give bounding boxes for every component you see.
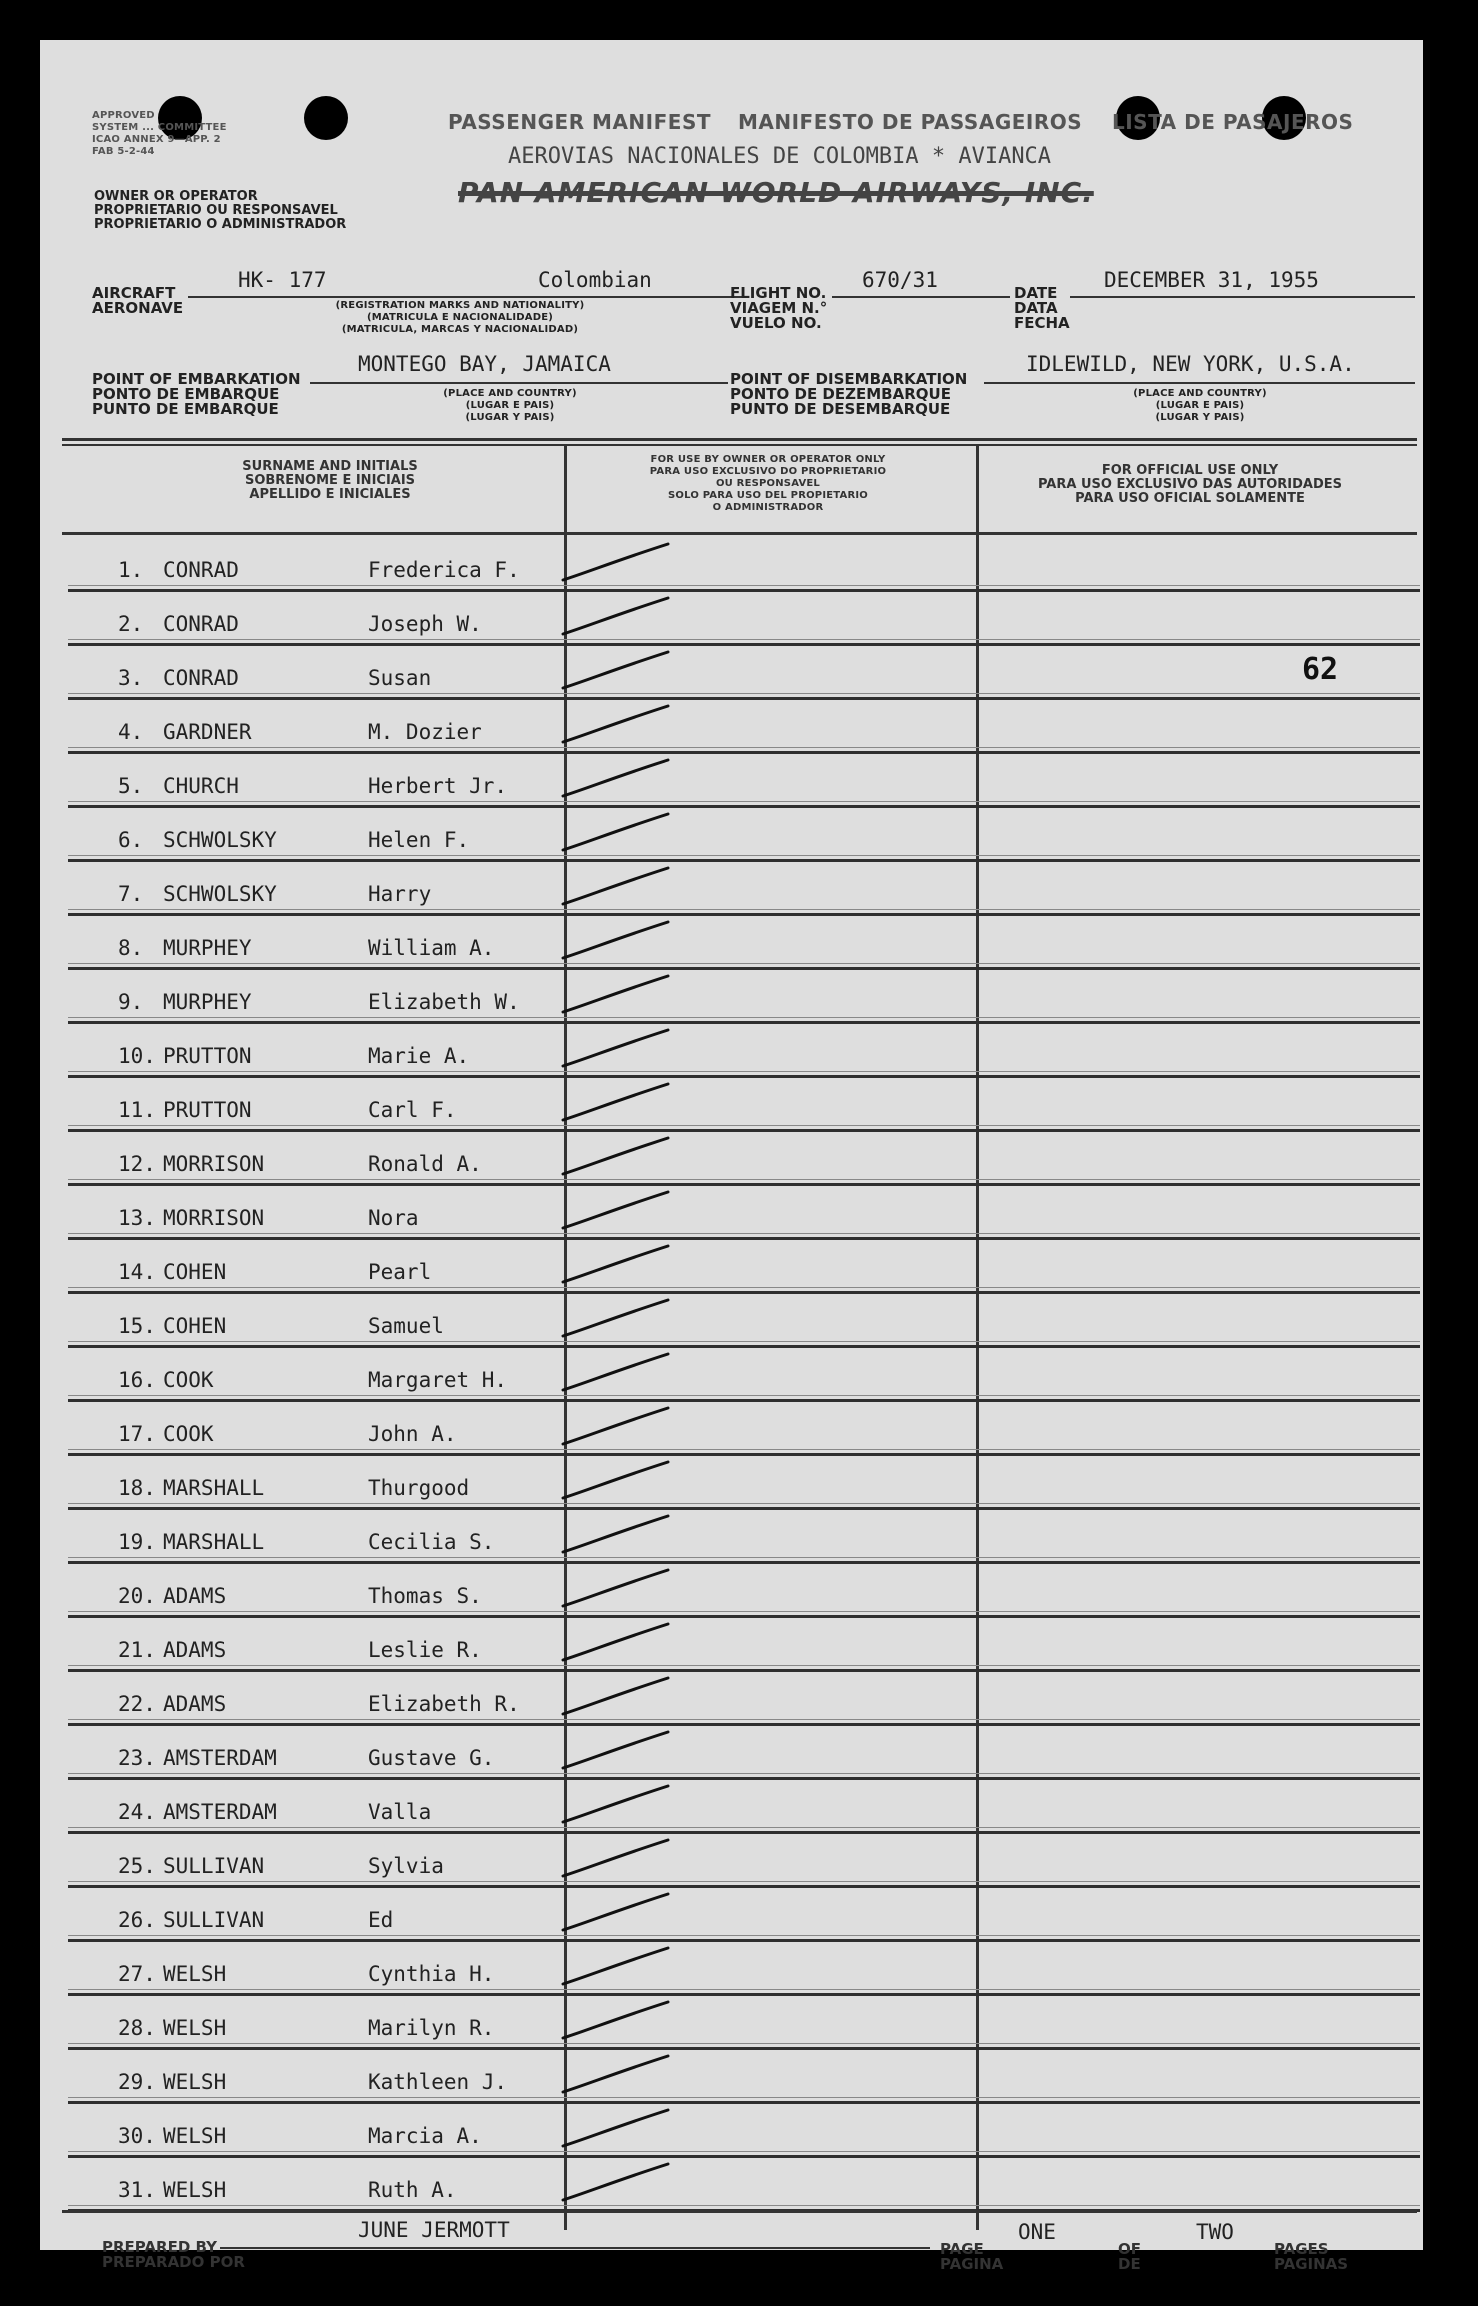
embark-underline	[310, 382, 728, 384]
pages-total: TWO	[1196, 2220, 1234, 2244]
check-mark-icon	[558, 1186, 678, 1236]
passenger-number: 8.	[118, 936, 144, 960]
disembark-caption	[1100, 388, 1300, 424]
disembark-label-en: POINT OF DISEMBARKATION	[730, 370, 968, 388]
col-header-line: SOBRENOME E INICIAIS	[244, 473, 416, 488]
check-mark-icon	[558, 1834, 678, 1884]
passenger-number: 27.	[118, 1962, 156, 1986]
row-hairline	[68, 1989, 1420, 1990]
passenger-surname: SCHWOLSKY	[163, 828, 277, 852]
passenger-number: 9.	[118, 990, 144, 1014]
pages-label	[1274, 2242, 1348, 2272]
disembark-underline	[984, 382, 1415, 384]
row-hairline	[68, 1071, 1420, 1072]
row-hairline	[68, 1017, 1420, 1018]
table-row	[68, 2050, 1420, 2104]
check-mark-icon	[558, 1348, 678, 1398]
approval-line: APPROVED	[92, 110, 155, 121]
passenger-surname: COOK	[163, 1368, 214, 1392]
passenger-given-name: Herbert Jr.	[368, 774, 508, 798]
title-es: LISTA DE PASAJEROS	[1112, 110, 1354, 134]
passenger-given-name: Ruth A.	[368, 2178, 457, 2202]
passenger-surname: WELSH	[163, 2016, 227, 2040]
passenger-surname: WELSH	[163, 2070, 227, 2094]
passenger-number: 13.	[118, 1206, 156, 1230]
check-mark-icon	[558, 646, 678, 696]
table-row	[68, 1186, 1420, 1240]
passenger-number: 7.	[118, 882, 144, 906]
passenger-surname: MORRISON	[163, 1206, 265, 1230]
check-mark-icon	[558, 808, 678, 858]
passenger-number: 12.	[118, 1152, 156, 1176]
passenger-number: 11.	[118, 1098, 156, 1122]
title-en: PASSENGER MANIFEST	[448, 110, 711, 134]
operator-typed: AEROVIAS NACIONALES DE COLOMBIA * AVIANCA	[508, 144, 1052, 169]
owner-label-en: OWNER OR OPERATOR	[94, 189, 258, 204]
passenger-number: 19.	[118, 1530, 156, 1554]
passenger-given-name: Nora	[368, 1206, 419, 1230]
passenger-surname: SULLIVAN	[163, 1908, 265, 1932]
caption-line: (PLACE AND COUNTRY)	[1133, 388, 1267, 399]
check-mark-icon	[558, 1618, 678, 1668]
passenger-given-name: Frederica F.	[368, 558, 520, 582]
aircraft-registration: HK- 177	[238, 268, 327, 292]
table-row	[68, 1618, 1420, 1672]
passenger-surname: ADAMS	[163, 1584, 227, 1608]
passenger-surname: COHEN	[163, 1260, 227, 1284]
row-hairline	[68, 639, 1420, 640]
flight-number: 670/31	[862, 268, 938, 292]
table-row	[68, 538, 1420, 592]
row-hairline	[68, 1395, 1420, 1396]
owner-label-pt: PROPRIETARIO OU RESPONSAVEL	[94, 203, 338, 218]
page-number: ONE	[1018, 2220, 1056, 2244]
owner-label-es: PROPRIETARIO O ADMINISTRADOR	[94, 217, 347, 232]
check-mark-icon	[558, 1564, 678, 1614]
passenger-surname: AMSTERDAM	[163, 1746, 277, 1770]
passenger-number: 20.	[118, 1584, 156, 1608]
caption-line: (MATRICULA E NACIONALIDADE)	[366, 312, 554, 323]
row-hairline	[68, 693, 1420, 694]
row-hairline	[68, 1881, 1420, 1882]
check-mark-icon	[558, 1888, 678, 1938]
table-row	[68, 1780, 1420, 1834]
passenger-given-name: Marilyn R.	[368, 2016, 495, 2040]
check-mark-icon	[558, 2158, 678, 2208]
row-hairline	[68, 1233, 1420, 1234]
passenger-number: 21.	[118, 1638, 156, 1662]
row-hairline	[68, 1449, 1420, 1450]
table-row	[68, 754, 1420, 808]
passenger-surname: PRUTTON	[163, 1044, 252, 1068]
passenger-surname: WELSH	[163, 2124, 227, 2148]
passenger-number: 3.	[118, 666, 144, 690]
approval-block	[92, 110, 227, 158]
check-mark-icon	[558, 2104, 678, 2154]
passenger-number: 22.	[118, 1692, 156, 1716]
date-underline	[1070, 296, 1415, 298]
check-mark-icon	[558, 1510, 678, 1560]
flight-label-pt: VIAGEM N.°	[730, 299, 828, 317]
table-row	[68, 1888, 1420, 1942]
row-hairline	[68, 801, 1420, 802]
row-hairline	[68, 1773, 1420, 1774]
check-mark-icon	[558, 1456, 678, 1506]
passenger-number: 14.	[118, 1260, 156, 1284]
passenger-given-name: William A.	[368, 936, 495, 960]
table-row	[68, 1672, 1420, 1726]
passenger-surname: CHURCH	[163, 774, 239, 798]
col-header-official	[980, 464, 1400, 506]
passenger-surname: MURPHEY	[163, 990, 252, 1014]
row-hairline	[68, 1557, 1420, 1558]
table-row	[68, 2104, 1420, 2158]
check-mark-icon	[558, 538, 678, 588]
embark-place: MONTEGO BAY, JAMAICA	[358, 352, 611, 376]
flight-label	[730, 286, 827, 331]
passenger-given-name: Ed	[368, 1908, 394, 1932]
prepared-label-en: PREPARED BY	[102, 2238, 217, 2256]
row-hairline	[68, 585, 1420, 586]
disembark-place: IDLEWILD, NEW YORK, U.S.A.	[1026, 352, 1355, 376]
table-row	[68, 1402, 1420, 1456]
passenger-given-name: Harry	[368, 882, 432, 906]
date-label-en: DATE	[1014, 284, 1058, 302]
passenger-surname: ADAMS	[163, 1692, 227, 1716]
table-row	[68, 1726, 1420, 1780]
prepared-underline	[220, 2247, 930, 2249]
flight-label-es: VUELO NO.	[730, 314, 822, 332]
passenger-number: 18.	[118, 1476, 156, 1500]
passenger-given-name: Samuel	[368, 1314, 444, 1338]
col-header-line: PARA USO EXCLUSIVO DAS AUTORIDADES	[1037, 477, 1343, 492]
passenger-surname: PRUTTON	[163, 1098, 252, 1122]
row-hairline	[68, 2097, 1420, 2098]
passenger-surname: CONRAD	[163, 666, 239, 690]
row-hairline	[68, 1125, 1420, 1126]
manifest-sheet	[40, 40, 1423, 2273]
passenger-surname: SULLIVAN	[163, 1854, 265, 1878]
passenger-given-name: Ronald A.	[368, 1152, 482, 1176]
check-mark-icon	[558, 1780, 678, 1830]
footer-rule	[62, 2210, 1417, 2213]
of-label	[1118, 2242, 1141, 2272]
passenger-number: 31.	[118, 2178, 156, 2202]
page-label-en: PAGE	[940, 2240, 984, 2258]
table-row	[68, 1132, 1420, 1186]
passenger-number: 15.	[118, 1314, 156, 1338]
header-bottom-rule	[62, 532, 1417, 535]
embark-label	[92, 372, 301, 417]
passenger-number: 6.	[118, 828, 144, 852]
passenger-given-name: Margaret H.	[368, 1368, 508, 1392]
check-mark-icon	[558, 592, 678, 642]
caption-line: (LUGAR E PAIS)	[465, 400, 555, 411]
prepared-by: JUNE JERMOTT	[358, 2218, 510, 2242]
official-note: 62	[1302, 652, 1339, 687]
passenger-number: 1.	[118, 558, 144, 582]
caption-line: (LUGAR Y PAIS)	[1155, 412, 1245, 423]
approval-line: SYSTEM ... COMMITTEE	[92, 122, 227, 133]
row-hairline	[68, 909, 1420, 910]
check-mark-icon	[558, 1240, 678, 1290]
embark-label-es: PUNTO DE EMBARQUE	[92, 400, 279, 418]
row-hairline	[68, 1935, 1420, 1936]
caption-line: (PLACE AND COUNTRY)	[443, 388, 577, 399]
passenger-number: 5.	[118, 774, 144, 798]
passenger-number: 29.	[118, 2070, 156, 2094]
passenger-surname: CONRAD	[163, 612, 239, 636]
embark-caption	[410, 388, 610, 424]
pages-label-en: PAGES	[1274, 2240, 1329, 2258]
check-mark-icon	[558, 700, 678, 750]
row-hairline	[68, 2151, 1420, 2152]
passenger-given-name: Elizabeth W.	[368, 990, 520, 1014]
passenger-surname: MARSHALL	[163, 1476, 265, 1500]
table-row	[68, 1942, 1420, 1996]
passenger-number: 28.	[118, 2016, 156, 2040]
title-pt: MANIFESTO DE PASSAGEIROS	[738, 110, 1083, 134]
passenger-given-name: Cynthia H.	[368, 1962, 495, 1986]
table-row	[68, 808, 1420, 862]
flight-underline	[832, 296, 1010, 298]
check-mark-icon	[558, 1996, 678, 2046]
passenger-surname: AMSTERDAM	[163, 1800, 277, 1824]
passenger-given-name: John A.	[368, 1422, 457, 1446]
page-label-pt: PAGINA	[940, 2255, 1004, 2273]
table-row	[68, 1240, 1420, 1294]
col-header-names	[100, 460, 560, 502]
passenger-number: 16.	[118, 1368, 156, 1392]
col-header-line: O ADMINISTRADOR	[712, 502, 824, 513]
approval-line: FAB 5-2-44	[92, 146, 155, 157]
row-hairline	[68, 1719, 1420, 1720]
page-label	[940, 2242, 1003, 2272]
table-row	[68, 1456, 1420, 1510]
passenger-given-name: Leslie R.	[368, 1638, 482, 1662]
caption-line: (REGISTRATION MARKS AND NATIONALITY)	[335, 300, 585, 311]
passenger-number: 17.	[118, 1422, 156, 1446]
table-top-rule	[62, 438, 1417, 441]
row-hairline	[68, 1827, 1420, 1828]
table-row	[68, 1348, 1420, 1402]
passenger-number: 24.	[118, 1800, 156, 1824]
passenger-number: 30.	[118, 2124, 156, 2148]
col-header-line: PARA USO OFICIAL SOLAMENTE	[1075, 491, 1305, 506]
table-row	[68, 1510, 1420, 1564]
flight-label-en: FLIGHT NO.	[730, 284, 827, 302]
row-hairline	[68, 2205, 1420, 2206]
passenger-number: 10.	[118, 1044, 156, 1068]
passenger-number: 25.	[118, 1854, 156, 1878]
check-mark-icon	[558, 1294, 678, 1344]
owner-label	[94, 190, 346, 232]
table-row	[68, 1834, 1420, 1888]
registration-caption	[280, 300, 640, 336]
row-hairline	[68, 963, 1420, 964]
caption-line: (LUGAR E PAIS)	[1155, 400, 1245, 411]
caption-line: (MATRICULA, MARCAS Y NACIONALIDAD)	[341, 324, 579, 335]
row-hairline	[68, 1179, 1420, 1180]
embark-label-pt: PONTO DE EMBARQUE	[92, 385, 280, 403]
passenger-surname: CONRAD	[163, 558, 239, 582]
passenger-given-name: Helen F.	[368, 828, 470, 852]
row-hairline	[68, 747, 1420, 748]
table-row	[68, 2158, 1420, 2212]
row-hairline	[68, 1503, 1420, 1504]
passenger-number: 23.	[118, 1746, 156, 1770]
table-row	[68, 916, 1420, 970]
prepared-label-pt: PREPARADO POR	[102, 2253, 245, 2271]
col-header-owner	[568, 454, 968, 514]
table-top-rule	[62, 444, 1417, 446]
col-header-line: SOLO PARA USO DEL PROPIETARIO	[668, 490, 868, 501]
row-hairline	[68, 1611, 1420, 1612]
row-hairline	[68, 1341, 1420, 1342]
check-mark-icon	[558, 2050, 678, 2100]
col-header-line: PARA USO EXCLUSIVO DO PROPRIETARIO	[649, 466, 887, 477]
table-row	[68, 1024, 1420, 1078]
table-row	[68, 592, 1420, 646]
check-mark-icon	[558, 1726, 678, 1776]
passenger-given-name: Marcia A.	[368, 2124, 482, 2148]
passenger-given-name: Valla	[368, 1800, 432, 1824]
aircraft-label-pt: AERONAVE	[92, 299, 184, 317]
disembark-label	[730, 372, 967, 417]
table-row	[68, 862, 1420, 916]
operator-struck: PAN AMERICAN WORLD AIRWAYS, INC.	[458, 176, 1094, 209]
passenger-given-name: Elizabeth R.	[368, 1692, 520, 1716]
passenger-given-name: M. Dozier	[368, 720, 482, 744]
date-label	[1014, 286, 1070, 331]
passenger-given-name: Joseph W.	[368, 612, 482, 636]
table-row	[68, 700, 1420, 754]
passenger-given-name: Carl F.	[368, 1098, 457, 1122]
date-label-es: FECHA	[1014, 314, 1070, 332]
pages-label-pt: PAGINAS	[1274, 2255, 1349, 2273]
of-label-pt: DE	[1118, 2255, 1141, 2273]
passenger-surname: COHEN	[163, 1314, 227, 1338]
date-label-pt: DATA	[1014, 299, 1058, 317]
table-row	[68, 1996, 1420, 2050]
aircraft-nationality: Colombian	[538, 268, 652, 292]
row-hairline	[68, 1287, 1420, 1288]
col-header-line: APELLIDO E INICIALES	[249, 487, 411, 502]
punch-hole	[304, 96, 348, 140]
passenger-surname: WELSH	[163, 2178, 227, 2202]
aircraft-label-en: AIRCRAFT	[92, 284, 176, 302]
col-header-line: FOR OFFICIAL USE ONLY	[1101, 463, 1279, 478]
passenger-number: 4.	[118, 720, 144, 744]
passenger-given-name: Sylvia	[368, 1854, 444, 1878]
passenger-given-name: Thomas S.	[368, 1584, 482, 1608]
flight-date: DECEMBER 31, 1955	[1104, 268, 1319, 292]
embark-label-en: POINT OF EMBARKATION	[92, 370, 301, 388]
passenger-surname: MARSHALL	[163, 1530, 265, 1554]
passenger-surname: ADAMS	[163, 1638, 227, 1662]
disembark-label-es: PUNTO DE DESEMBARQUE	[730, 400, 951, 418]
row-hairline	[68, 1665, 1420, 1666]
table-row	[68, 1564, 1420, 1618]
col-header-line: SURNAME AND INITIALS	[242, 459, 418, 474]
passenger-given-name: Gustave G.	[368, 1746, 495, 1770]
passenger-given-name: Kathleen J.	[368, 2070, 508, 2094]
col-header-line: FOR USE BY OWNER OR OPERATOR ONLY	[650, 454, 886, 465]
passenger-given-name: Susan	[368, 666, 432, 690]
check-mark-icon	[558, 1672, 678, 1722]
passenger-surname: SCHWOLSKY	[163, 882, 277, 906]
check-mark-icon	[558, 1132, 678, 1182]
aircraft-underline	[188, 296, 748, 298]
table-row	[68, 970, 1420, 1024]
check-mark-icon	[558, 970, 678, 1020]
table-row	[68, 1078, 1420, 1132]
check-mark-icon	[558, 1942, 678, 1992]
row-hairline	[68, 855, 1420, 856]
passenger-surname: COOK	[163, 1422, 214, 1446]
check-mark-icon	[558, 754, 678, 804]
caption-line: (LUGAR Y PAIS)	[465, 412, 555, 423]
row-hairline	[68, 2043, 1420, 2044]
disembark-label-pt: PONTO DE DEZEMBARQUE	[730, 385, 951, 403]
check-mark-icon	[558, 1078, 678, 1128]
aircraft-label	[92, 286, 183, 316]
of-label-en: OF	[1118, 2240, 1141, 2258]
table-row	[68, 646, 1420, 700]
check-mark-icon	[558, 1402, 678, 1452]
check-mark-icon	[558, 916, 678, 966]
check-mark-icon	[558, 1024, 678, 1074]
passenger-number: 2.	[118, 612, 144, 636]
passenger-surname: GARDNER	[163, 720, 252, 744]
passenger-given-name: Cecilia S.	[368, 1530, 495, 1554]
prepared-label	[102, 2240, 245, 2270]
passenger-number: 26.	[118, 1908, 156, 1932]
table-row	[68, 1294, 1420, 1348]
passenger-given-name: Pearl	[368, 1260, 432, 1284]
approval-line: ICAO ANNEX 9—APP. 2	[92, 134, 221, 145]
passenger-given-name: Thurgood	[368, 1476, 470, 1500]
col-header-line: OU RESPONSAVEL	[715, 478, 821, 489]
passenger-surname: MURPHEY	[163, 936, 252, 960]
passenger-surname: MORRISON	[163, 1152, 265, 1176]
check-mark-icon	[558, 862, 678, 912]
passenger-surname: WELSH	[163, 1962, 227, 1986]
passenger-given-name: Marie A.	[368, 1044, 470, 1068]
